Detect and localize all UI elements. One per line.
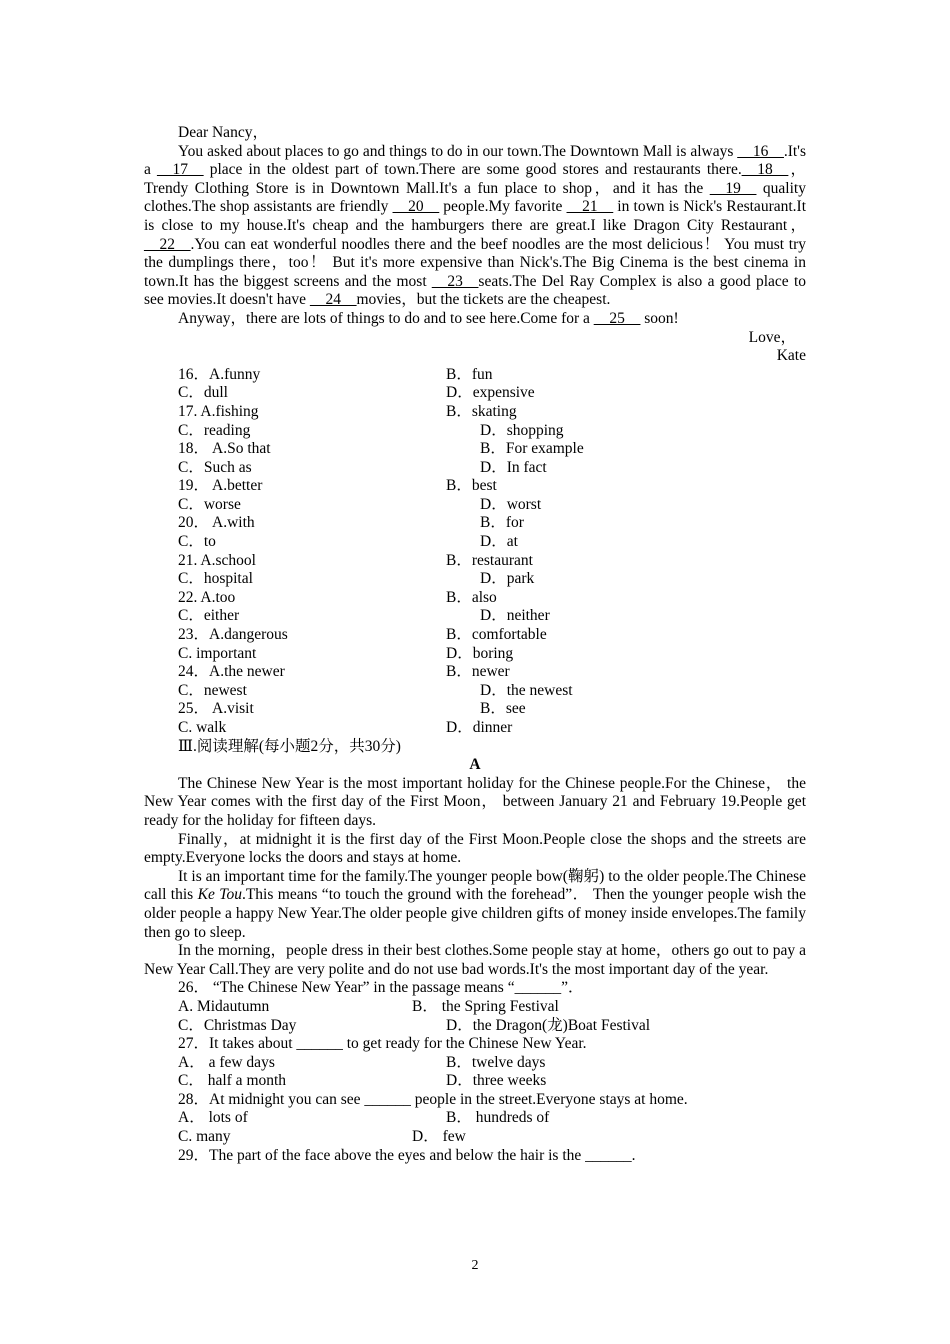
option-row [144,552,806,571]
option-d: D．dinner [446,719,513,736]
letter-text: there. [706,161,742,179]
option-c: C. many [178,1128,231,1146]
option-row [144,1109,806,1128]
option-d: D．worst [480,495,542,513]
option-c: C．worse [178,495,241,513]
passage-label: A [469,756,481,774]
blank-20: __20__ [392,198,440,216]
option-d: D．boring [446,644,514,662]
letter-text: in town is Nick's Restaurant.It is close to my house.It's cheap and the hamburgers there are great.I like Dragon City Restaurant， [144,198,807,234]
option-c: C. important [178,644,257,662]
option-c: C．dull [178,384,228,402]
blank-16: __16__ [737,142,784,160]
passage-italic-term: Ke Tou [197,886,242,904]
letter-closing-line [144,310,806,329]
letter-text: Anyway，there are lots of things to do and to see here.Come for a [178,309,594,327]
option-d: D．the Dragon(龙)Boat Festival [446,1016,651,1034]
option-c: C．to [178,533,216,551]
option-row [144,570,806,589]
letter-text: .It's a [144,142,807,179]
option-a: 17. A.fishing [178,402,259,420]
option-row [144,403,806,422]
letter-text: soon! [640,309,679,327]
blank-18: __18__ [741,161,789,179]
blank-22: __22__ [144,235,191,253]
option-row [144,1072,806,1091]
letter-text: quality clothes.The shop assistants are friendly [144,179,806,216]
option-b: B．fun [446,365,493,383]
option-b: B．comfortable [446,626,547,644]
letter-closing: Love， [748,328,796,346]
question-29: 29．The part of the face above the eyes and below the hair is the ______. [178,1146,636,1164]
letter-text: movies，but the tickets are the cheapest. [356,291,611,309]
option-b: B．for [480,514,524,532]
option-a: 16．A.funny [178,365,261,383]
option-row [144,700,806,719]
blank-17: __17__ [157,161,204,179]
option-a: 25． A.visit [178,700,254,718]
option-row [144,626,806,645]
option-row [144,459,806,478]
blank-23: __23__ [431,272,479,290]
option-row [144,682,806,701]
option-row [144,422,806,441]
letter-text: .You can eat wonderful noodles there and the beef noodles are the most delicious！ You must try the dumplings there，too！ But it's more expensive than Nick's.The Big Cinema is the best cinema in town.It has the biggest screens and the most [144,235,806,290]
letter-text: You asked about places to go and things to do in our town.The Downtown Mall is always [178,142,734,160]
option-d: D．the newest [480,681,573,699]
question-27: 27．It takes about ______ to get ready for the Chinese New Year. [178,1035,587,1053]
option-c: C．hospital [178,570,253,588]
letter-text: place in the oldest part of town.There are some good stores and restaurants [203,161,701,179]
option-row [144,1054,806,1073]
option-a: 22. A.too [178,588,236,606]
option-c: C．reading [178,421,251,439]
option-b: B．newer [446,663,510,681]
passage-paragraph: Finally，at midnight it is the first day of the First Moon.People close the shops and the streets are empty.Everyone locks the doors and stays at home. [144,830,806,867]
passage-text: It is an important time for the family.The younger people bow(鞠躬) to the older people.The Chinese call this [144,867,806,904]
option-d: D．expensive [446,384,535,402]
option-d: D．at [480,533,518,551]
option-row [144,440,806,459]
option-row [144,477,806,496]
letter-body [144,143,806,310]
option-d: D．park [480,570,535,588]
option-row [144,366,806,385]
passage-text: .This means “to touch the ground with the forehead”． Then the younger people wish the older people a happy New Year.The older people give children gifts of money inside envelopes.The family then go to sleep. [144,886,806,941]
blank-24: __24__ [309,291,357,309]
blank-25: __25__ [593,309,641,327]
option-b: B．For example [480,440,584,458]
option-row [144,607,806,626]
cloze-options [144,366,806,738]
option-d: D． few [412,1128,466,1146]
question-28: 28．At midnight you can see ______ people in the street.Everyone stays at home. [178,1090,688,1108]
option-d: D．three weeks [446,1072,547,1090]
letter-signature: Kate [776,347,806,365]
option-a: A． a few days [178,1053,275,1071]
option-row [144,514,806,533]
passage-paragraph: The Chinese New Year is the most important holiday for the Chinese people.For the Chinese， the New Year comes with the first day of the First Moon， between January 21 and February 19.People get ready for the holiday for fifteen days. [144,774,806,829]
option-row [144,533,806,552]
passage-paragraph [144,868,806,942]
option-row [144,663,806,682]
option-row [144,496,806,515]
option-row [144,589,806,608]
option-b: B．see [480,700,526,718]
option-a: 19． A.better [178,477,263,495]
option-c: C. walk [178,719,227,736]
option-d: D．neither [480,607,550,625]
option-row [144,384,806,403]
option-b: B． the Spring Festival [412,997,559,1015]
option-b: B．also [446,588,497,606]
section-heading: Ⅲ.阅读理解(每小题2分，共30分) [178,737,401,755]
option-a: A. Midautumn [178,997,270,1015]
option-b: B．restaurant [446,551,533,569]
option-row [144,1128,806,1147]
option-d: D．In fact [480,458,547,476]
option-row [144,645,806,664]
option-d: D．shopping [480,421,564,439]
option-a: 24．A.the newer [178,663,285,681]
option-c: C．newest [178,681,247,699]
option-a: A． lots of [178,1109,248,1127]
passage-paragraph: In the morning，people dress in their best clothes.Some people stay at home，others go out to pay a New Year Call.They are very polite and do not use bad words.It's the most important day of the year. [144,942,806,978]
document-page [144,124,806,1165]
option-row [144,719,806,738]
option-row [144,998,806,1017]
option-a: 21. A.school [178,551,256,569]
option-a: 23．A.dangerous [178,626,288,644]
letter-text: seats.The Del Ray Complex is also a good place to see movies.It doesn't have [144,272,806,309]
option-b: B． hundreds of [446,1109,550,1127]
option-c: C．Christmas Day [178,1016,297,1034]
option-b: B．twelve days [446,1053,546,1071]
blank-19: __19__ [709,179,757,197]
blank-21: __21__ [566,198,614,216]
letter-greeting: Dear Nancy， [178,124,268,141]
letter-text: ，Trendy Clothing Store is in Downtown Mall.It's a fun place to shop，and it has the [144,161,806,197]
option-a: 20． A.with [178,514,255,532]
option-c: C．either [178,607,240,625]
option-row [144,1017,806,1036]
option-a: 18． A.So that [178,440,271,458]
letter-text: people.My favorite [439,198,567,216]
option-c: C．Such as [178,458,252,476]
page-number: 2 [471,1258,479,1273]
option-b: B．skating [446,402,517,420]
option-b: B．best [446,477,497,495]
option-c: C． half a month [178,1072,287,1090]
question-26: 26． “The Chinese New Year” in the passage means “______”． [178,979,584,997]
